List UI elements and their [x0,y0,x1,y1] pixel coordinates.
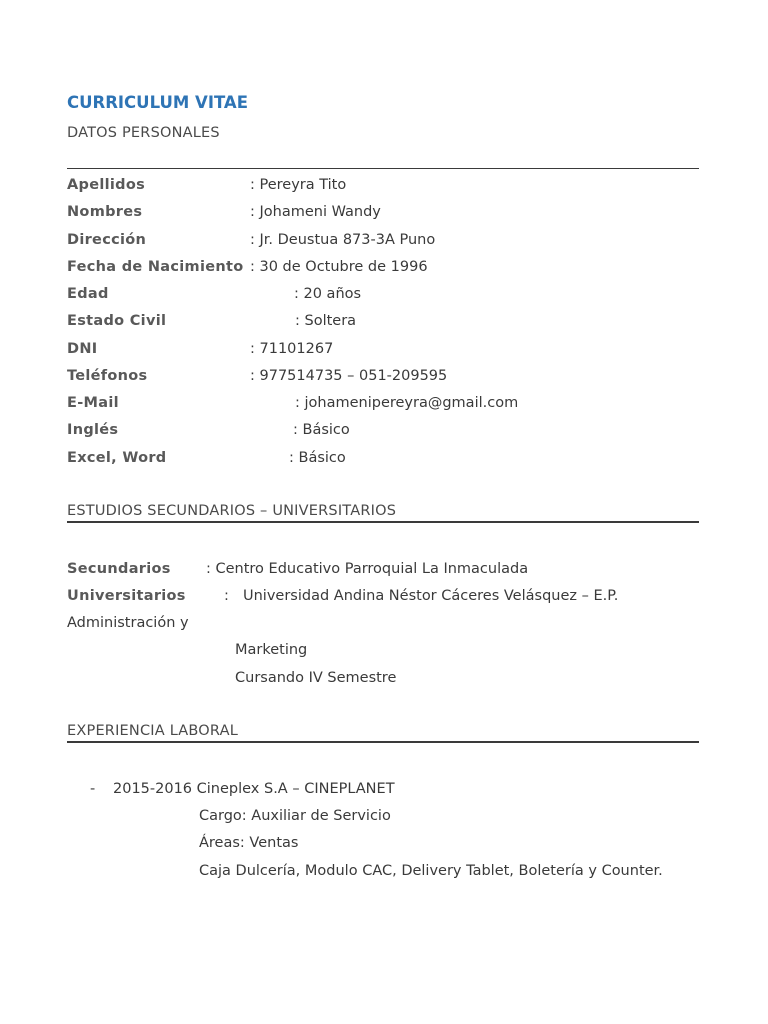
section-heading-experience: EXPERIENCIA LABORAL [67,723,239,739]
value-apellidos: : Pereyra Tito [250,177,347,193]
value-telefonos: : 977514735 – 051-209595 [250,368,448,384]
job-header: 2015-2016 Cineplex S.A – CINEPLANET [113,781,395,797]
value-fecha-nacimiento: : 30 de Octubre de 1996 [250,259,428,275]
list-bullet: - [90,781,96,797]
value-direccion: : Jr. Deustua 873-3A Puno [250,232,436,248]
job-cargo: Cargo: Auxiliar de Servicio [199,808,391,824]
cv-title: CURRICULUM VITAE [67,93,248,112]
label-universitarios: Universitarios [67,588,186,604]
value-universitarios-line2: Administración y [67,615,189,631]
section-rule-studies [67,521,699,523]
value-nombres: : Johameni Wandy [250,204,381,220]
job-areas: Áreas: Ventas [199,835,299,851]
value-email: : johamenipereyra@gmail.com [295,395,519,411]
label-excel-word: Excel, Word [67,450,167,466]
label-direccion: Dirección [67,232,147,248]
label-dni: DNI [67,341,98,357]
label-telefonos: Teléfonos [67,368,148,384]
label-estado-civil: Estado Civil [67,313,167,329]
value-ingles: : Básico [293,422,350,438]
label-nombres: Nombres [67,204,143,220]
value-estado-civil: : Soltera [295,313,357,329]
section-rule-personal [67,168,699,169]
label-apellidos: Apellidos [67,177,146,193]
job-detail: Caja Dulcería, Modulo CAC, Delivery Tablet, Boletería y Counter. [199,863,663,879]
value-universitarios-line3: Marketing [235,642,308,658]
label-email: E-Mail [67,395,119,411]
value-edad: : 20 años [294,286,362,302]
label-edad: Edad [67,286,109,302]
section-heading-studies: ESTUDIOS SECUNDARIOS – UNIVERSITARIOS [67,503,397,519]
section-heading-personal: DATOS PERSONALES [67,125,220,141]
section-rule-experience [67,741,699,743]
value-dni: : 71101267 [250,341,334,357]
label-secundarios: Secundarios [67,561,171,577]
label-ingles: Inglés [67,422,119,438]
colon-universitarios: : [224,588,229,604]
value-universitarios: Universidad Andina Néstor Cáceres Velásquez – E.P. [243,588,619,604]
value-universitarios-line4: Cursando IV Semestre [235,670,397,686]
label-fecha-nacimiento: Fecha de Nacimiento [67,259,244,275]
value-secundarios: : Centro Educativo Parroquial La Inmaculada [206,561,529,577]
value-excel-word: : Básico [289,450,346,466]
